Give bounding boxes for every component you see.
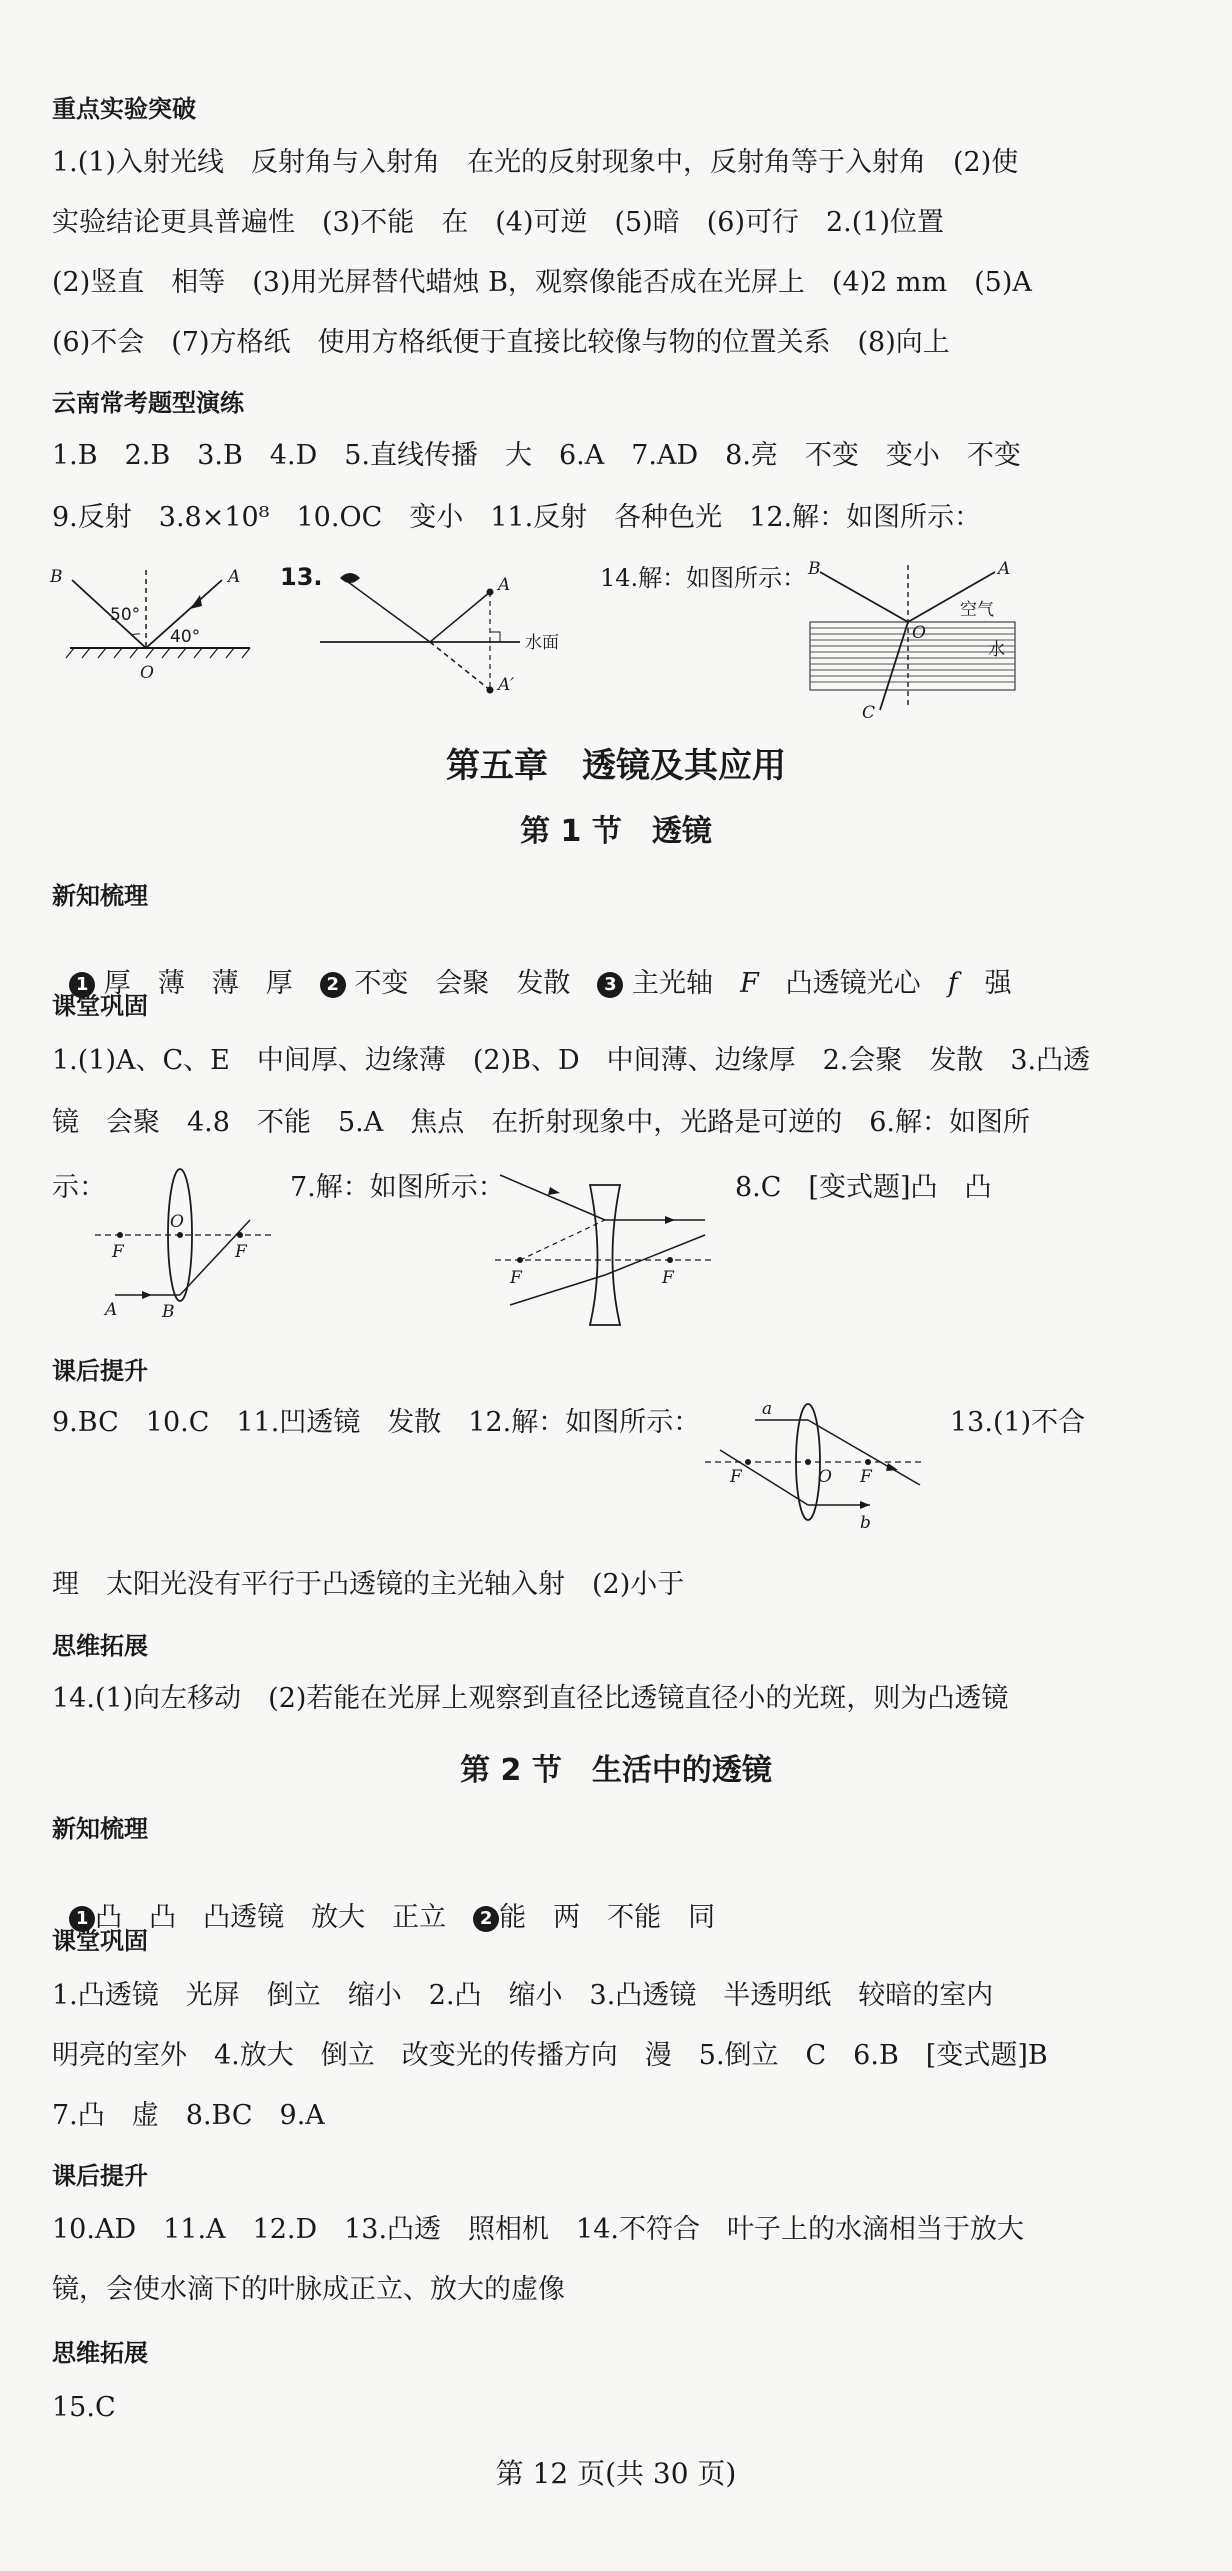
answer-line: 镜 会聚 4.8 不能 5.A 焦点 在折射现象中，光路是可逆的 6.解：如图所 [52,1107,1030,1138]
page-footer: 第 12 页(共 30 页) [495,2457,737,2490]
heading-key-experiments: 重点实验突破 [52,95,196,123]
heading-after-class: 课后提升 [52,2162,148,2190]
answer-text: 厚 薄 薄 厚 [95,968,320,999]
answer-line: 15.C [52,2392,116,2423]
answer-line: 7.解：如图所示： [290,1172,505,1203]
label-A: A [498,575,511,595]
label-A: A [105,1300,118,1320]
label-B: B [50,567,63,587]
label-F: F [662,1268,674,1288]
answer-line: 1 凸 凸 凸透镜 放大 正立 2 能 两 不能 同 [52,1864,715,1936]
answer-line: 示： [52,1172,106,1203]
answer-line: 1.凸透镜 光屏 倒立 缩小 2.凸 缩小 3.凸透镜 半透明纸 较暗的室内 [52,1980,994,2011]
label-A-prime: A′ [498,675,515,695]
angle-label: 50° [110,605,141,625]
heading-new-knowledge: 新知梳理 [52,882,148,910]
label-F: F [510,1268,522,1288]
convex-lens-rays-diagram [700,1400,930,1540]
label-A: A [998,559,1011,579]
chapter-title: 第五章 透镜及其应用 [446,746,786,786]
answer-text: 凸 凸 凸透镜 放大 正立 [95,1902,474,1933]
label-F: F [112,1242,124,1262]
label-C: C [862,703,876,723]
heading-yunnan-practice: 云南常考题型演练 [52,389,244,417]
answer-line: 实验结论更具普遍性 (3)不能 在 (4)可逆 (5)暗 (6)可行 2.(1)位置 [52,207,944,238]
question-number: 13. [280,563,323,591]
heading-new-knowledge: 新知梳理 [52,1815,148,1843]
label-O: O [170,1212,184,1232]
heading-class-review: 课堂巩固 [52,992,148,1020]
section-title: 第 2 节 生活中的透镜 [460,1753,772,1788]
answer-line: 镜，会使水滴下的叶脉成正立、放大的虚像 [52,2274,565,2305]
convex-lens-diagram [90,1165,280,1325]
label-O: O [140,663,154,683]
water-label: 水 [988,640,1005,660]
water-surface-label: 水面 [525,633,559,653]
answer-line: 7.凸 虚 8.BC 9.A [52,2100,325,2131]
label-B: B [162,1302,175,1322]
label-a: a [762,1399,773,1419]
heading-class-review: 课堂巩固 [52,1927,148,1955]
answer-line: 9.反射 3.8×10⁸ 10.OC 变小 11.反射 各种色光 12.解：如图所示： [52,502,982,533]
section-title: 第 1 节 透镜 [520,814,712,849]
label-b: b [860,1513,871,1533]
mirror-image-diagram [280,560,580,700]
answer-text: 不变 会聚 发散 [345,968,598,999]
answer-line: 理 太阳光没有平行于凸透镜的主光轴入射 (2)小于 [52,1569,685,1600]
heading-thinking-extension: 思维拓展 [52,1632,148,1660]
answer-text: 能 两 不能 同 [499,1902,716,1933]
answer-line: 9.BC 10.C 11.凹透镜 发散 12.解：如图所示： [52,1407,701,1438]
answer-line: (2)竖直 相等 (3)用光屏替代蜡烛 B，观察像能否成在光屏上 (4)2 mm (5)A [52,267,1032,298]
label-O: O [912,623,926,643]
answer-line: 明亮的室外 4.放大 倒立 改变光的传播方向 漫 5.倒立 C 6.B [变式题]B [52,2040,1048,2071]
heading-thinking-extension: 思维拓展 [52,2339,148,2367]
concave-lens-diagram [490,1165,720,1325]
answer-line: 10.AD 11.A 12.D 13.凸透 照相机 14.不符合 叶子上的水滴相当于放大 [52,2214,1024,2245]
eye-icon [340,573,360,583]
answer-line: 1.(1)入射光线 反射角与入射角 在光的反射现象中，反射角等于入射角 (2)使 [52,147,1019,178]
label-F: F [235,1242,247,1262]
answer-text: 主光轴 F 凸透镜光心 f 强 [623,968,1012,999]
answer-line: 14.(1)向左移动 (2)若能在光屏上观察到直径比透镜直径小的光斑，则为凸透镜 [52,1683,1009,1714]
reflection-diagram [50,560,270,683]
answer-line: 1 厚 薄 薄 厚 2 不变 会聚 发散 3 主光轴 F 凸透镜光心 f 强 [52,930,1012,1002]
heading-after-class: 课后提升 [52,1357,148,1385]
answer-line: 13.(1)不合 [950,1407,1086,1438]
angle-label: 40° [170,627,201,647]
answer-line: 1.(1)A、C、E 中间厚、边缘薄 (2)B、D 中间薄、边缘厚 2.会聚 发散 3.凸透 [52,1045,1091,1076]
label-O: O [818,1467,832,1487]
label-B: B [808,559,821,579]
refraction-diagram [800,559,1030,723]
label-F: F [730,1467,742,1487]
air-label: 空气 [960,600,994,620]
label-F: F [860,1467,872,1487]
answer-line: 1.B 2.B 3.B 4.D 5.直线传播 大 6.A 7.AD 8.亮 不变 变小 不变 [52,440,1021,471]
answer-line: (6)不会 (7)方格纸 使用方格纸便于直接比较像与物的位置关系 (8)向上 [52,327,950,358]
answer-line: 14.解：如图所示： [600,564,807,592]
label-A: A [228,567,241,587]
answer-line: 8.C [变式题]凸 凸 [735,1172,992,1203]
